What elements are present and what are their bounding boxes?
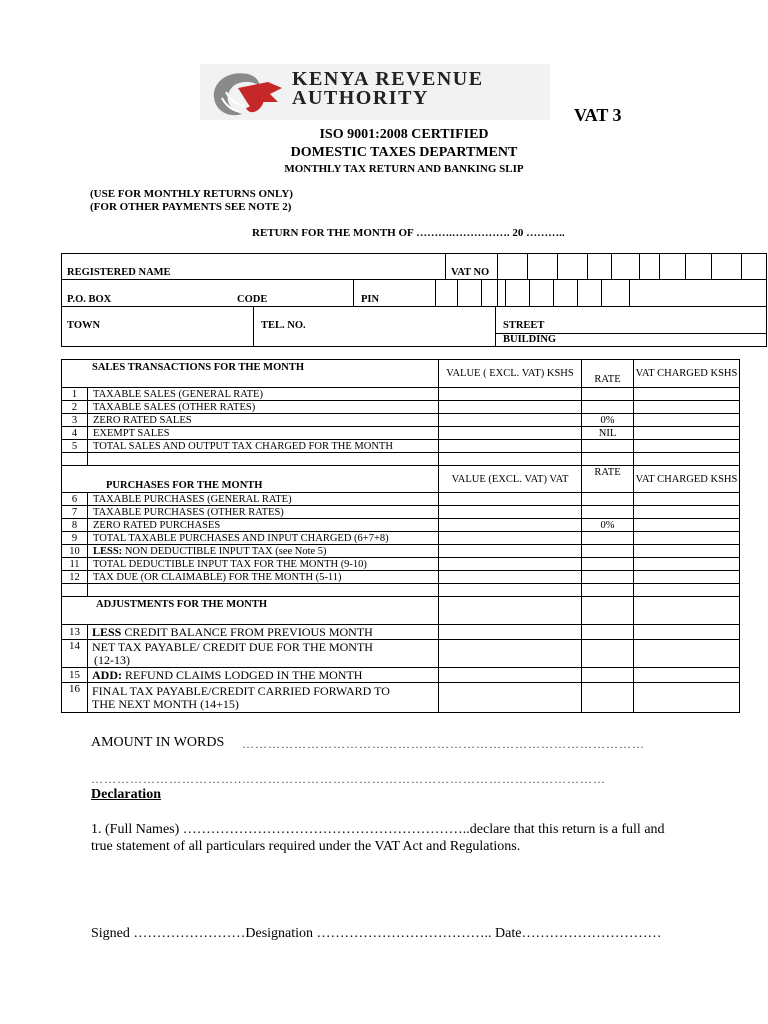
vat-cell[interactable] [634, 683, 740, 713]
vat-cell[interactable] [634, 640, 740, 668]
vat-cell[interactable] [634, 668, 740, 683]
value-cell[interactable] [439, 571, 582, 584]
registered-name-label: REGISTERED NAME [67, 267, 171, 278]
row-number: 11 [62, 558, 88, 571]
value-cell[interactable] [439, 427, 582, 440]
row-label [88, 683, 439, 713]
table-row [62, 532, 740, 545]
vat-cell[interactable] [634, 545, 740, 558]
purchases-header: PURCHASES FOR THE MONTH [62, 466, 439, 493]
town-label: TOWN [67, 320, 101, 331]
vat-cell[interactable] [634, 506, 740, 519]
value-cell[interactable] [439, 683, 582, 713]
vat-cell[interactable] [634, 388, 740, 401]
note-1: (USE FOR MONTHLY RETURNS ONLY) [90, 188, 293, 200]
table-row [62, 625, 740, 640]
rate-cell [582, 532, 634, 545]
row-label: TOTAL TAXABLE PURCHASES AND INPUT CHARGED (6+7+8) [88, 532, 439, 545]
vat-cell[interactable] [634, 571, 740, 584]
org-name-line1: KENYA REVENUE [292, 68, 484, 90]
note-2: (FOR OTHER PAYMENTS SEE NOTE 2) [90, 201, 292, 213]
row-label: TOTAL DEDUCTIBLE INPUT TAX FOR THE MONTH (9-10) [88, 558, 439, 571]
row-number: 12 [62, 571, 88, 584]
rate-cell [582, 440, 634, 453]
table-row [62, 668, 740, 683]
rate-cell [582, 401, 634, 414]
org-name [292, 70, 484, 108]
table-row [62, 388, 740, 401]
row-label [88, 625, 439, 640]
rate-cell: NIL [582, 427, 634, 440]
value-cell[interactable] [439, 493, 582, 506]
value-cell[interactable] [439, 625, 582, 640]
rate-cell [582, 571, 634, 584]
vat-cell[interactable] [634, 625, 740, 640]
vat-cell[interactable] [634, 414, 740, 427]
row-label-prefix: LESS [92, 624, 122, 639]
signature-line[interactable]: Signed ……………………Designation ……………………………….. Date………………………… [91, 926, 662, 941]
row-number: 8 [62, 519, 88, 532]
row-label [88, 668, 439, 683]
return-month-field[interactable]: RETURN FOR THE MONTH OF ……….……………. 20 ……….. [252, 227, 565, 239]
rate-cell [582, 558, 634, 571]
row-number: 7 [62, 506, 88, 519]
vat-cell[interactable] [634, 440, 740, 453]
vat-cell[interactable] [634, 519, 740, 532]
adjustments-header: ADJUSTMENTS FOR THE MONTH [62, 597, 439, 625]
declaration-heading: Declaration [91, 787, 161, 802]
code-label: CODE [237, 294, 268, 305]
rate-cell [582, 388, 634, 401]
row-number: 5 [62, 440, 88, 453]
rate-cell [582, 493, 634, 506]
purchases-col-rate: RATE [582, 466, 634, 493]
spacer-row [62, 584, 740, 597]
amount-in-words-field-2[interactable]: ……………………………..………………………………………………………………………… [91, 772, 606, 786]
sales-col-vat: VAT CHARGED KSHS [634, 360, 740, 388]
row-number: 3 [62, 414, 88, 427]
vat-cell[interactable] [634, 427, 740, 440]
row-label: TAX DUE (OR CLAIMABLE) FOR THE MONTH (5-11) [88, 571, 439, 584]
sales-col-rate: RATE [582, 360, 634, 388]
amount-in-words-label: AMOUNT IN WORDS [91, 735, 225, 750]
pin-boxes[interactable] [435, 279, 631, 306]
table-row [62, 683, 740, 713]
value-cell[interactable] [439, 519, 582, 532]
street-label: STREET [503, 320, 545, 331]
row-number: 16 [62, 683, 88, 713]
iso-cert: ISO 9001:2008 CERTIFIED [319, 127, 489, 142]
value-cell[interactable] [439, 558, 582, 571]
row-label: TAXABLE PURCHASES (GENERAL RATE) [88, 493, 439, 506]
table-row [62, 519, 740, 532]
row-label-text-2: (12-13) [94, 652, 130, 667]
building-label: BUILDING [503, 334, 557, 345]
value-cell[interactable] [439, 532, 582, 545]
spacer-row [62, 453, 740, 466]
value-cell[interactable] [439, 440, 582, 453]
vat-cell[interactable] [634, 532, 740, 545]
table-row [62, 545, 740, 558]
value-cell[interactable] [439, 401, 582, 414]
declaration-line-2: true statement of all particulars required under the VAT Act and Regulations. [91, 839, 521, 854]
row-label: EXEMPT SALES [88, 427, 439, 440]
table-row [62, 571, 740, 584]
vat-cell[interactable] [634, 558, 740, 571]
value-cell[interactable] [439, 414, 582, 427]
row-label: TOTAL SALES AND OUTPUT TAX CHARGED FOR THE MONTH [88, 440, 439, 453]
tel-no-label: TEL. NO. [261, 320, 306, 331]
rate-cell [582, 545, 634, 558]
rate-cell: 0% [582, 414, 634, 427]
row-number: 4 [62, 427, 88, 440]
vat-cell[interactable] [634, 493, 740, 506]
rate-cell: 0% [582, 519, 634, 532]
value-cell[interactable] [439, 506, 582, 519]
rate-cell [582, 506, 634, 519]
row-label: ZERO RATED PURCHASES [88, 519, 439, 532]
row-label-text: CREDIT BALANCE FROM PREVIOUS MONTH [121, 624, 373, 639]
row-label: TAXABLE SALES (GENERAL RATE) [88, 388, 439, 401]
row-number: 1 [62, 388, 88, 401]
row-label-text: NON DEDUCTIBLE INPUT TAX (see Note 5) [122, 545, 327, 557]
row-number: 9 [62, 532, 88, 545]
row-label-text: FINAL TAX PAYABLE/CREDIT CARRIED FORWARD TO [92, 683, 390, 698]
row-number: 13 [62, 625, 88, 640]
amount-in-words-field[interactable]: ………………………………………………………………………………… [242, 737, 645, 751]
transactions-table [61, 359, 740, 713]
table-row [62, 506, 740, 519]
purchases-col-value: VALUE (EXCL. VAT) VAT [439, 466, 582, 493]
department: DOMESTIC TAXES DEPARTMENT [290, 145, 518, 160]
taxpayer-info [61, 253, 767, 347]
row-label-text-2: THE NEXT MONTH (14+15) [92, 696, 239, 711]
sales-header: SALES TRANSACTIONS FOR THE MONTH [62, 360, 439, 388]
vat-cell[interactable] [634, 401, 740, 414]
row-number: 2 [62, 401, 88, 414]
value-cell[interactable] [439, 545, 582, 558]
row-label: TAXABLE PURCHASES (OTHER RATES) [88, 506, 439, 519]
row-number: 15 [62, 668, 88, 683]
value-cell[interactable] [439, 668, 582, 683]
pin-label: PIN [361, 294, 380, 305]
row-number: 6 [62, 493, 88, 506]
vat-no-label: VAT NO [451, 267, 490, 278]
table-row [62, 427, 740, 440]
purchases-col-vat: VAT CHARGED KSHS [634, 466, 740, 493]
table-row [62, 401, 740, 414]
table-row [62, 493, 740, 506]
value-cell[interactable] [439, 388, 582, 401]
row-number: 14 [62, 640, 88, 668]
table-row [62, 640, 740, 668]
row-label [88, 545, 439, 558]
org-name-line2: AUTHORITY [292, 87, 429, 109]
table-row [62, 440, 740, 453]
row-label-text: REFUND CLAIMS LODGED IN THE MONTH [122, 667, 363, 682]
sales-col-value: VALUE ( EXCL. VAT) KSHS [439, 360, 582, 388]
row-label-text: NET TAX PAYABLE/ CREDIT DUE FOR THE MONTH [92, 639, 373, 654]
row-label-prefix: ADD: [92, 667, 122, 682]
declaration-line-1[interactable]: 1. (Full Names) ……………………………………………………..declare that this return is a full and [91, 822, 665, 837]
row-label: TAXABLE SALES (OTHER RATES) [88, 401, 439, 414]
po-box-label: P.O. BOX [67, 294, 112, 305]
form-title: MONTHLY TAX RETURN AND BANKING SLIP [284, 163, 524, 175]
table-row [62, 558, 740, 571]
row-label-prefix: LESS: [93, 545, 123, 557]
row-label: ZERO RATED SALES [88, 414, 439, 427]
form-code: VAT 3 [574, 105, 622, 125]
value-cell[interactable] [439, 640, 582, 668]
table-row [62, 414, 740, 427]
row-label [88, 640, 439, 668]
row-number: 10 [62, 545, 88, 558]
